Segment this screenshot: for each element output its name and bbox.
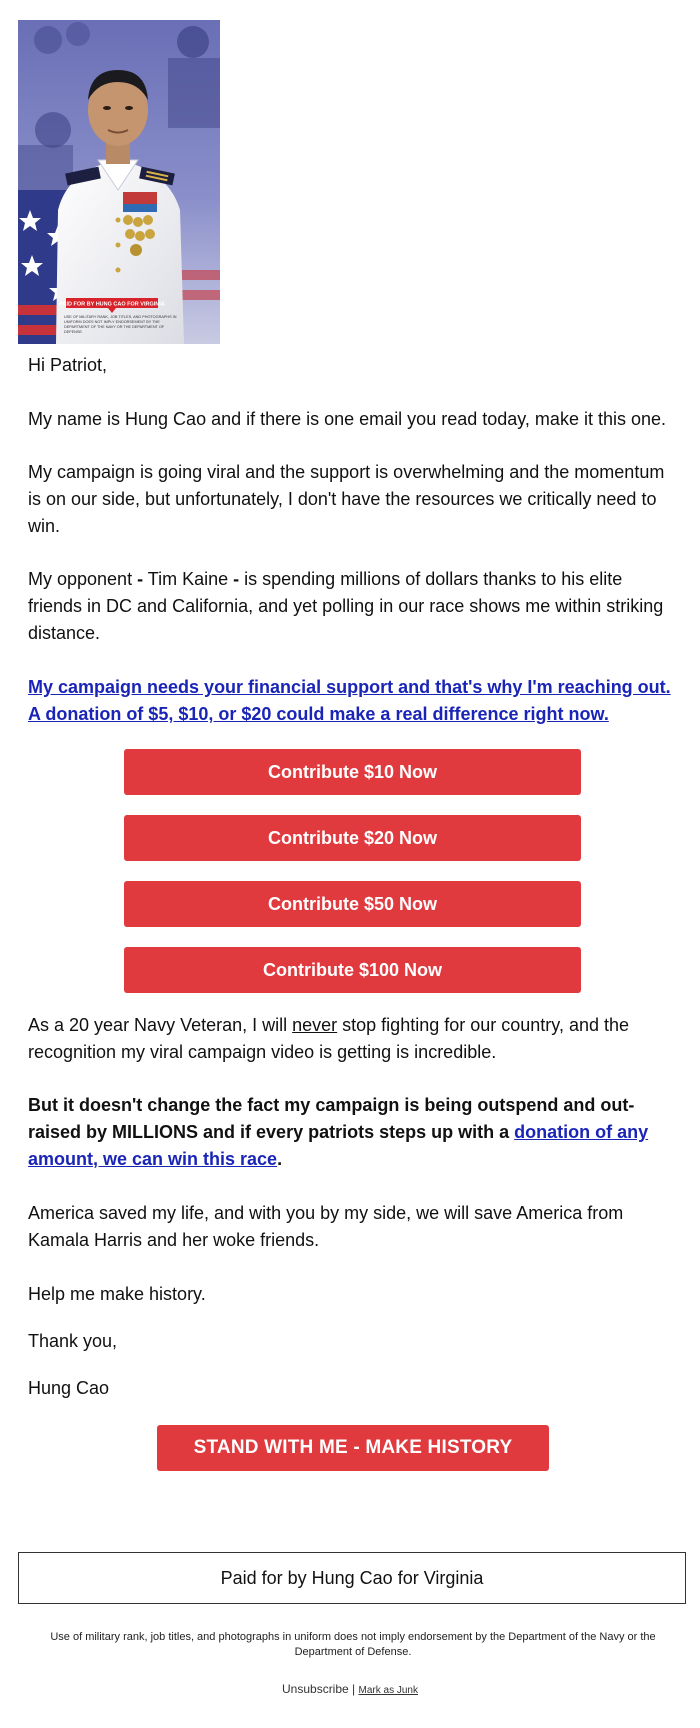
paragraph-outspent: But it doesn't change the fact my campaign is being outspend and out-raised by MILLIONS and if every patriots steps up with a donation of any amount, we can win this race. bbox=[28, 1095, 649, 1169]
paragraph-opponent: My opponent - Tim Kaine - is spending millions of dollars thanks to his elite friends in DC and California, and yet polling in our race shows me within striking distance. bbox=[28, 569, 664, 643]
paragraph-america: America saved my life, and with you by my side, we will save America from Kamala Harris and her woke friends. bbox=[28, 1203, 624, 1250]
unsubscribe-link[interactable]: Unsubscribe bbox=[282, 1682, 349, 1696]
paragraph-history: Help me make history. bbox=[28, 1284, 206, 1304]
hero-fine-print: USE OF MILITARY RANK, JOB TITLES, AND PHOTOGRAPHS IN UNIFORM DOES NOT IMPLY ENDORSEMENT BY THE DEPARTMENT OF THE NAVY OR THE DEPARTMENT OF DEFENSE. bbox=[64, 315, 177, 334]
separator: | bbox=[352, 1682, 356, 1696]
donation-link-paragraph bbox=[28, 674, 678, 728]
contribute-100-button[interactable]: Contribute $100 Now bbox=[124, 947, 581, 993]
paid-for-box: Paid for by Hung Cao for Virginia bbox=[18, 1552, 686, 1604]
stand-with-me-button[interactable]: STAND WITH ME - MAKE HISTORY bbox=[157, 1425, 549, 1471]
contribute-20-button[interactable]: Contribute $20 Now bbox=[124, 815, 581, 861]
candidate-portrait-image bbox=[18, 20, 220, 344]
contribute-10-button[interactable]: Contribute $10 Now bbox=[124, 749, 581, 795]
paragraph-thanks: Thank you, bbox=[28, 1331, 118, 1351]
signature: Hung Cao bbox=[28, 1378, 110, 1398]
unsubscribe-row bbox=[0, 1682, 700, 1696]
paragraph-viral: My campaign is going viral and the support is overwhelming and the momentum is on our side, but unfortunately, I don't have the resources we critically need to win. bbox=[28, 462, 665, 536]
hero-image[interactable] bbox=[18, 20, 220, 344]
donation-any-amount-link[interactable]: donation of any amount, we can win this race bbox=[28, 1122, 649, 1169]
paragraph-veteran: As a 20 year Navy Veteran, I will never stop fighting for our country, and the recognition my viral campaign video is getting is incredible. bbox=[28, 1015, 629, 1062]
contribute-50-button[interactable]: Contribute $50 Now bbox=[124, 881, 581, 927]
greeting: Hi Patriot, bbox=[28, 355, 108, 375]
hero-badge-text: PAID FOR BY HUNG CAO FOR VIRGINIA bbox=[59, 301, 165, 308]
donation-link[interactable]: My campaign needs your financial support and that's why I'm reaching out. A donation of $5, $10, or $20 could make a real difference right now. bbox=[28, 677, 671, 724]
mark-as-junk-link[interactable]: Mark as Junk bbox=[358, 1685, 418, 1696]
disclaimer-text: Use of military rank, job titles, and photographs in uniform does not imply endorsement by the Department of the Navy or the Department of Defense. bbox=[50, 1631, 656, 1658]
paragraph-intro: My name is Hung Cao and if there is one email you read today, make it this one. bbox=[28, 409, 666, 429]
